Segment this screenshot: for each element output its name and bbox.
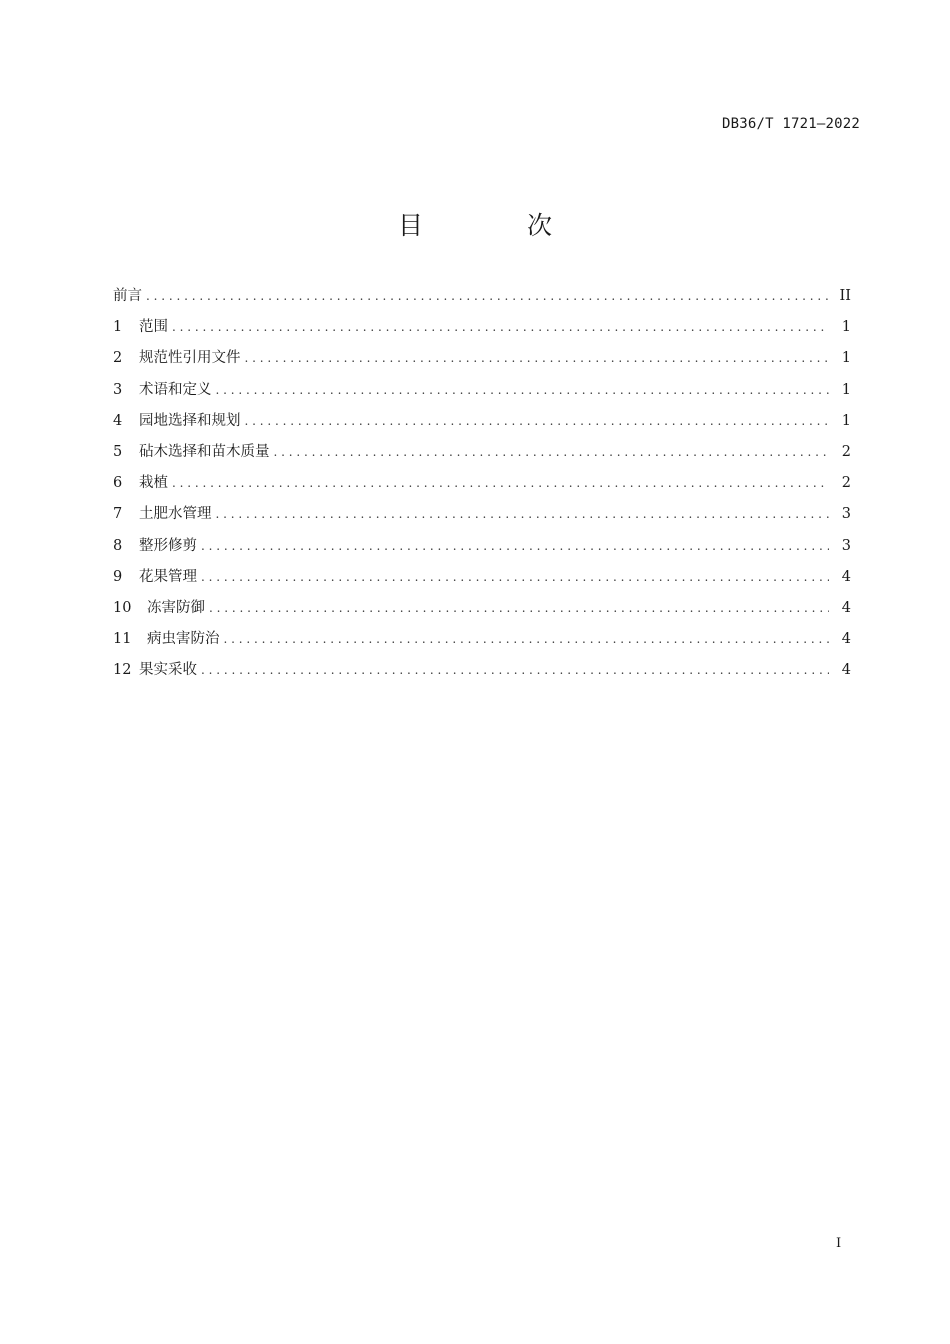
toc-entry-page: 3 — [841, 537, 851, 554]
toc-leader-dots — [216, 507, 830, 521]
toc-entry-page: 1 — [841, 412, 851, 429]
toc-entry-label: 果实采收 — [139, 662, 197, 679]
toc-entry-label: 病虫害防治 — [147, 631, 220, 648]
toc-entry[interactable] — [113, 534, 851, 565]
toc-entry-label: 规范性引用文件 — [139, 350, 241, 367]
toc-leader-dots — [201, 570, 829, 584]
toc-leader-dots — [209, 601, 829, 615]
toc-entry[interactable] — [113, 409, 851, 440]
toc-entry-number: 3 — [113, 381, 123, 398]
toc-entry-number: 10 — [113, 599, 132, 616]
table-of-contents — [113, 284, 851, 689]
toc-entry-foreword[interactable] — [113, 284, 851, 315]
toc-entry-number: 5 — [113, 443, 123, 460]
toc-entry[interactable] — [113, 565, 851, 596]
toc-entry-label: 冻害防御 — [147, 599, 205, 616]
toc-leader-dots — [172, 476, 829, 490]
toc-entry-number: 6 — [113, 475, 123, 492]
toc-entry-number: 4 — [113, 412, 123, 429]
page-title: 目 次 — [398, 211, 600, 240]
toc-entry-label: 整形修剪 — [139, 537, 197, 554]
toc-entry-number: 2 — [113, 350, 123, 367]
toc-entry-label: 术语和定义 — [139, 381, 212, 398]
toc-leader-dots — [216, 383, 830, 397]
toc-entry-page: 4 — [841, 568, 851, 585]
toc-entry-number: 11 — [113, 631, 132, 648]
toc-entry-label: 范围 — [139, 319, 168, 336]
toc-entry-label: 土肥水管理 — [139, 506, 212, 523]
toc-leader-dots — [146, 289, 829, 303]
toc-entry-number: 7 — [113, 506, 123, 523]
toc-entry-page: 1 — [841, 350, 851, 367]
toc-entry-number: 9 — [113, 568, 123, 585]
standard-code: DB36/T 1721—2022 — [721, 116, 860, 132]
toc-entry-number: 12 — [113, 662, 132, 679]
toc-entry[interactable] — [113, 440, 851, 471]
page-number: I — [836, 1236, 842, 1251]
toc-entry-number: 8 — [113, 537, 123, 554]
toc-leader-dots — [245, 414, 830, 428]
toc-entry-label: 栽植 — [139, 475, 168, 492]
toc-leader-dots — [172, 320, 829, 334]
toc-entry-page: 4 — [841, 599, 851, 616]
toc-entry-page: II — [839, 288, 851, 304]
toc-leader-dots — [201, 663, 829, 677]
toc-leader-dots — [201, 539, 829, 553]
toc-entry-page: 2 — [841, 443, 851, 460]
toc-entry-page: 3 — [841, 506, 851, 523]
toc-entry[interactable] — [113, 346, 851, 377]
toc-entry-label: 花果管理 — [139, 568, 197, 585]
toc-entry[interactable] — [113, 502, 851, 533]
toc-entry[interactable] — [113, 627, 851, 658]
toc-entry[interactable] — [113, 378, 851, 409]
toc-entry-page: 1 — [841, 381, 851, 398]
toc-entry[interactable] — [113, 315, 851, 346]
toc-entry-page: 1 — [841, 319, 851, 336]
toc-entry-label: 园地选择和规划 — [139, 412, 241, 429]
toc-entry-label: 砧木选择和苗木质量 — [139, 443, 270, 460]
toc-entry-number: 1 — [113, 319, 123, 336]
toc-entry-page: 4 — [841, 662, 851, 679]
toc-entry[interactable] — [113, 596, 851, 627]
toc-leader-dots — [224, 632, 830, 646]
toc-entry-label: 前言 — [113, 288, 142, 304]
toc-entry[interactable] — [113, 658, 851, 689]
toc-entry-page: 2 — [841, 475, 851, 492]
toc-entry-page: 4 — [841, 631, 851, 648]
toc-leader-dots — [245, 351, 830, 365]
toc-leader-dots — [274, 445, 830, 459]
toc-entry[interactable] — [113, 471, 851, 502]
